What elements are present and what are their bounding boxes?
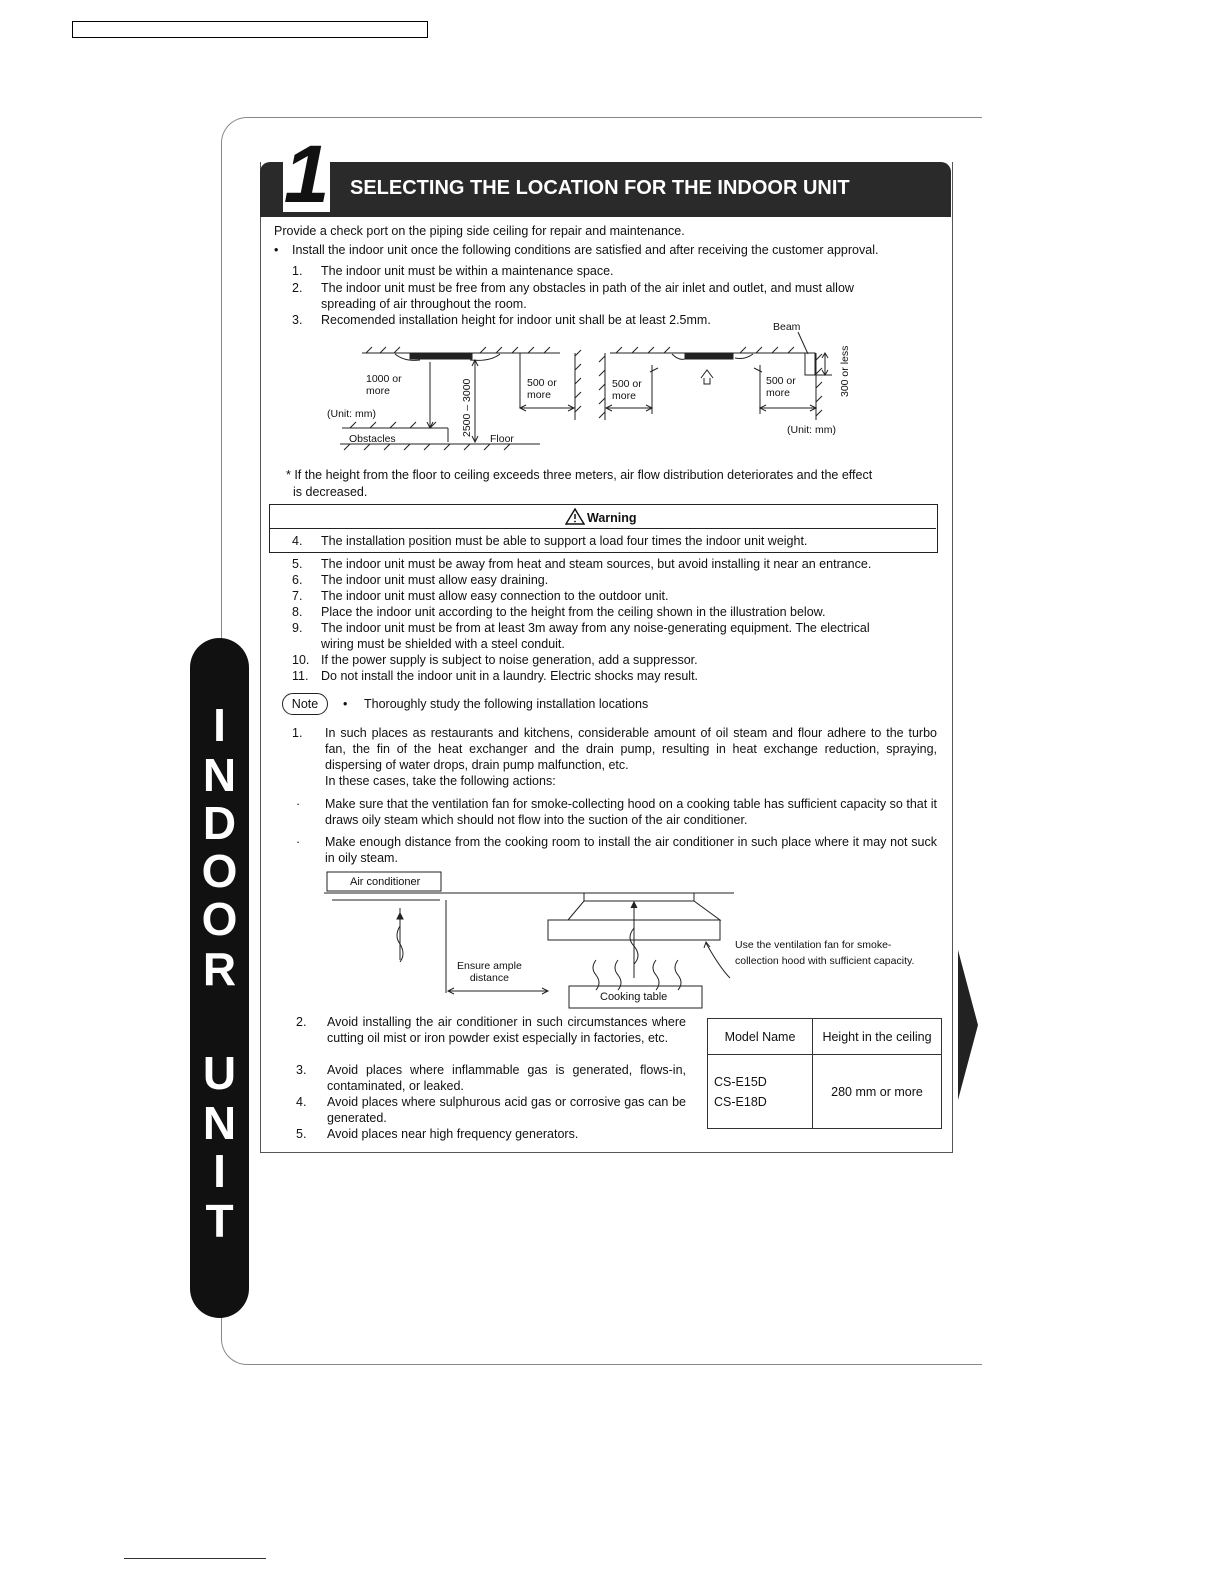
item-number: 1.	[292, 726, 303, 740]
note-text: Thoroughly study the following installation locations	[364, 697, 649, 711]
condition-text: The indoor unit must be free from any obstacles in path of the air inlet and outlet, and must allow	[321, 281, 854, 295]
table-cell: 280 mm or more	[813, 1055, 942, 1129]
avoid-item: Avoid places where inflammable gas is generated, flows-in, contaminated, or leaked.	[327, 1063, 686, 1093]
avoid-item: Avoid places near high frequency generators.	[327, 1127, 579, 1141]
hood-note: Use the ventilation fan for smoke- collection hood with sufficient capacity.	[735, 939, 915, 967]
condition-text: Place the indoor unit according to the height from the ceiling shown in the illustration below.	[321, 605, 826, 619]
cooking-table-label: Cooking table	[600, 991, 668, 1003]
item-number: 11.	[292, 669, 309, 683]
item-number: 2.	[296, 1015, 307, 1029]
footnote: is decreased.	[293, 485, 368, 499]
floor-label: Floor	[490, 433, 514, 445]
model-name: CS-E15D	[714, 1074, 767, 1089]
item-number: 8.	[292, 605, 303, 619]
tab-letter: R	[202, 943, 237, 995]
avoid-item: Avoid installing the air conditioner in such circumstances where cutting oil mist or iron powder exist especially in factories, etc.	[327, 1015, 686, 1045]
note-subitem: Make sure that the ventilation fan for smoke-collecting hood on a cooking table has sufficient capacity so that it draws oily steam which should not flow into the suction of the air conditioner.	[325, 797, 937, 827]
footer-line	[124, 1558, 266, 1559]
height-range-label: 2500 – 3000	[461, 378, 473, 437]
warning-icon	[565, 508, 585, 525]
next-page-arrow-icon	[958, 950, 978, 1100]
page-title: SELECTING THE LOCATION FOR THE INDOOR UNIT	[350, 177, 850, 199]
unit-label: (Unit: mm)	[327, 408, 376, 420]
clearance-label: 500 or more	[612, 378, 642, 402]
note-item: In these cases, take the following actions:	[325, 774, 556, 788]
bullet: ·	[296, 835, 301, 849]
divider	[269, 528, 936, 529]
item-number: 10.	[292, 653, 310, 667]
item-number: 5.	[296, 1127, 307, 1141]
condition-text: Do not install the indoor unit in a laundry. Electric shocks may result.	[321, 669, 699, 683]
tab-letter: D	[202, 797, 237, 849]
distance-label: Ensure ample distance	[457, 960, 522, 984]
note-item: In such places as restaurants and kitchens, considerable amount of oil steam and flour adhere to the turbo fan, the fin of the heat exchanger and the drain pump, resulting in heat exchange reduction, spraying, dispersing of water drops, drain pump malfunction, etc.	[325, 726, 937, 772]
condition-text: If the power supply is subject to noise generation, add a suppressor.	[321, 653, 698, 667]
item-number: 9.	[292, 621, 303, 635]
condition-text: The indoor unit must be from at least 3m away from any noise-generating equipment. The electrical	[321, 621, 870, 635]
kitchen-diagram	[320, 868, 740, 1010]
bullet: ·	[296, 797, 301, 811]
tab-letter: N	[202, 749, 237, 801]
item-number: 1.	[292, 264, 303, 278]
condition-text: The indoor unit must be away from heat and steam sources, but avoid installing it near an entrance.	[321, 557, 872, 571]
item-number: 4.	[296, 1095, 307, 1109]
air-conditioner-label: Air conditioner	[350, 876, 421, 888]
section-number: 1	[283, 129, 330, 220]
clearance-label: 1000 or more	[366, 373, 402, 397]
condition-text: The indoor unit must allow easy draining.	[321, 573, 549, 587]
warning-text: The installation position must be able to support a load four times the indoor unit weight.	[321, 534, 808, 548]
item-number: 6.	[292, 573, 303, 587]
footnote: * If the height from the floor to ceiling exceeds three meters, air flow distribution deteriorates and the effect	[286, 468, 873, 482]
condition-text: wiring must be shielded with a steel conduit.	[321, 637, 565, 651]
tab-letter: T	[205, 1195, 234, 1247]
beam-height-label: 300 or less	[839, 345, 851, 397]
note-subitem: Make enough distance from the cooking room to install the air conditioner in such place where it may not suck in oily steam.	[325, 835, 937, 865]
warning-title: Warning	[587, 511, 637, 525]
side-tab-indoor-unit	[190, 638, 249, 1318]
tab-letter: O	[201, 845, 238, 897]
item-number: 5.	[292, 557, 303, 571]
model-name: CS-E18D	[714, 1094, 767, 1109]
condition-text: The indoor unit must allow easy connection to the outdoor unit.	[321, 589, 669, 603]
tab-letter: N	[202, 1097, 237, 1149]
intro-line: Provide a check port on the piping side ceiling for repair and maintenance.	[274, 224, 685, 238]
item-number: 3.	[292, 313, 303, 327]
spec-table	[707, 1018, 942, 1129]
obstacles-label: Obstacles	[349, 433, 396, 445]
item-number: 7.	[292, 589, 303, 603]
tab-letter: U	[202, 1047, 237, 1099]
item-number: 4.	[292, 534, 303, 548]
bullet: •	[343, 697, 348, 711]
tab-letter: I	[213, 1145, 226, 1197]
tab-letter: O	[201, 893, 238, 945]
clearance-label: 500 or more	[527, 377, 557, 401]
avoid-item: Avoid places where sulphurous acid gas or corrosive gas can be generated.	[327, 1095, 686, 1125]
intro-line: Install the indoor unit once the following conditions are satisfied and after receiving the customer approval.	[292, 243, 879, 257]
item-number: 3.	[296, 1063, 307, 1077]
unit-label: (Unit: mm)	[787, 424, 836, 436]
beam-label: Beam	[773, 321, 801, 333]
table-cell	[708, 1055, 813, 1129]
condition-text: spreading of air throughout the room.	[321, 297, 527, 311]
table-header: Model Name	[708, 1019, 813, 1055]
item-number: 2.	[292, 281, 303, 295]
note-badge: Note	[282, 693, 328, 715]
clearance-label: 500 or more	[766, 375, 796, 399]
condition-text: Recomended installation height for indoor unit shall be at least 2.5mm.	[321, 313, 711, 327]
condition-text: The indoor unit must be within a maintenance space.	[321, 264, 614, 278]
header-box	[72, 21, 428, 38]
tab-letter: I	[213, 699, 226, 751]
table-header: Height in the ceiling	[813, 1019, 942, 1055]
bullet: •	[274, 243, 279, 257]
